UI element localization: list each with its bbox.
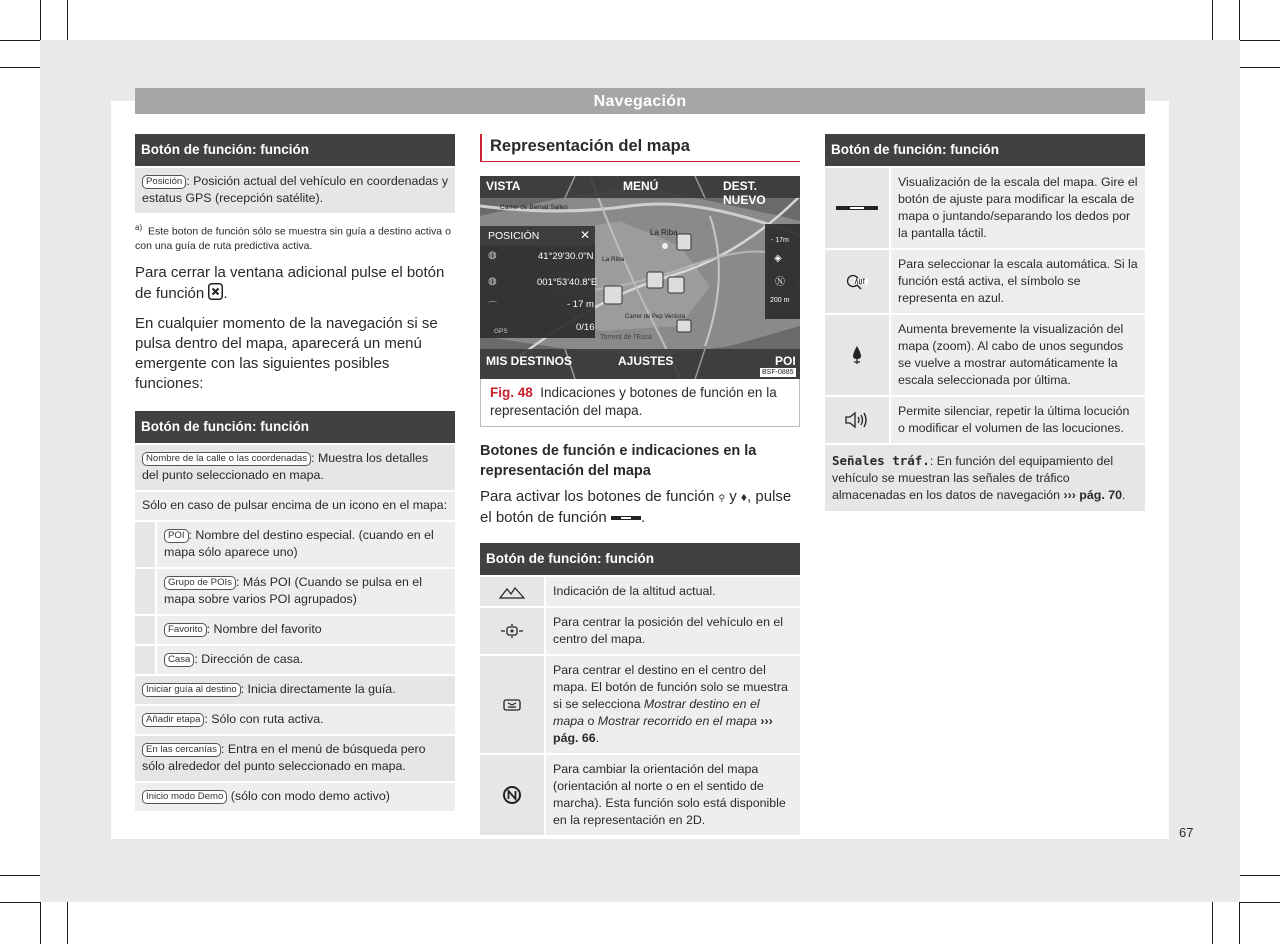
subsection-heading: Botones de función e indicaciones en la representación del mapa: [480, 443, 757, 479]
zoom-in-icon: ♦: [740, 490, 748, 504]
crop-mark: [40, 902, 41, 944]
altitude-icon: ⌒: [488, 301, 498, 311]
function-key: Añadir etapa: [142, 713, 204, 727]
table-row: [825, 313, 1145, 395]
row-text: : Dirección de casa.: [194, 651, 304, 666]
function-key: Nombre de la calle o las coordenadas: [142, 452, 311, 466]
section-title: Representación del mapa: [480, 134, 800, 162]
function-key: POI: [164, 529, 189, 543]
page-number: 67: [1179, 825, 1194, 840]
side-scale: 200 m: [770, 297, 790, 304]
map-street-label: La Riba: [602, 256, 625, 263]
function-key: Casa: [164, 653, 194, 667]
row-text: .: [1122, 488, 1126, 502]
row-text: Visualización de la escala del mapa. Gire el botón de ajuste para modificar la escala de mapa o juntando/separando los dedos por la pantalla táctil.: [889, 168, 1145, 248]
side-altitude: - 17m: [771, 237, 789, 244]
row-text: Aumenta brevemente la visualización del mapa (zoom). Al cabo de unos segundos se vuelve a mostrar automáticamente la escala seleccionada por última.: [889, 315, 1145, 395]
figure-caption: [480, 379, 800, 427]
map-button-settings[interactable]: AJUSTES: [618, 354, 674, 368]
table-row: [135, 781, 455, 811]
row-text: Para cambiar la orientación del mapa (orientación al norte o en el sentido de marcha). Esta función solo está disponible en la representación en 2D.: [544, 755, 800, 835]
emphasis: Mostrar destino en el mapa: [553, 697, 760, 729]
table-row: [480, 606, 800, 654]
row-text: : Sólo con ruta activa.: [204, 711, 324, 726]
row-text: : Muestra los detalles del punto seleccionado en mapa.: [142, 450, 429, 482]
column-right: [825, 134, 1145, 511]
table-row: [135, 567, 455, 614]
compass-north-icon: [480, 755, 544, 835]
latitude-value: 41°29'30.0"N: [538, 251, 594, 262]
map-button-poi[interactable]: POI: [775, 354, 796, 368]
crop-mark: [1240, 902, 1280, 903]
emphasis: Mostrar recorrido en el mapa: [597, 714, 757, 729]
row-text: o: [584, 714, 598, 729]
center-vehicle-icon: [480, 608, 544, 654]
auto-zoom-icon: ⚲: [718, 493, 726, 503]
function-key: En las cercanías: [142, 743, 221, 757]
table-row: [480, 654, 800, 753]
globe-icon: ◍: [488, 276, 497, 287]
compass-north-icon[interactable]: Ⓝ: [775, 277, 785, 288]
paragraph: [480, 487, 800, 528]
page-reference[interactable]: ››› pág. 66: [553, 714, 773, 746]
row-text: Sólo en caso de pulsar encima de un icono en el mapa:: [142, 497, 448, 512]
center-vehicle-icon[interactable]: ◈: [774, 253, 782, 264]
crop-mark: [1240, 67, 1280, 68]
row-text: Indicación de la altitud actual.: [544, 577, 800, 606]
voice-speaker-icon: [825, 397, 889, 443]
map-street-label: Carrer de Bernat Salles: [500, 204, 568, 211]
table-row: [135, 166, 455, 213]
table-row: [135, 704, 455, 734]
function-label: Señales tráf.: [832, 453, 930, 468]
figure-code: BSF-0885: [762, 369, 794, 376]
table-row: [480, 753, 800, 835]
crop-mark: [40, 0, 41, 40]
row-text: Para seleccionar la escala automática. Si la función está activa, el símbolo se representa en azul.: [889, 250, 1145, 313]
auto-zoom-icon: [825, 250, 889, 313]
table-row: [825, 248, 1145, 313]
crop-mark: [0, 40, 40, 41]
figure-number: Fig. 48: [490, 385, 533, 400]
crop-mark: [0, 67, 40, 68]
map-button-my-destinations[interactable]: MIS DESTINOS: [486, 354, 573, 368]
crop-mark: [1212, 902, 1213, 944]
row-text: (sólo con modo demo activo): [227, 788, 390, 803]
column-left: [135, 134, 455, 811]
row-text: : Entra en el menú de búsqueda pero sólo alrededor del punto seleccionado en mapa.: [142, 741, 426, 773]
crop-mark: [1239, 0, 1240, 40]
row-text: Para centrar el destino en el centro del mapa. El botón de función solo se muestra si se selecciona: [553, 663, 788, 712]
map-street-label: Carrer de Pep Ventura: [625, 314, 686, 320]
function-key: Inicio modo Demo: [142, 790, 227, 804]
crop-mark: [0, 902, 40, 903]
crop-mark: [0, 875, 40, 876]
column-middle: [480, 134, 800, 835]
paragraph-text: , pulse el botón de función: [480, 488, 792, 526]
map-screenshot: [480, 176, 800, 379]
caption-text: Indicaciones y botones de función en la representación del mapa.: [490, 385, 777, 418]
position-panel-title: POSICIÓN: [488, 230, 540, 242]
row-text: : Nombre del favorito: [206, 621, 322, 636]
map-street-label: Torrent de l'Esca: [600, 334, 652, 341]
footnote-marker: a): [135, 223, 143, 232]
crop-mark: [1212, 0, 1213, 40]
paragraph: En cualquier momento de la navegación si se pulsa dentro del mapa, aparecerá un menú emergente con las siguientes posibles funciones:: [135, 314, 438, 392]
table-row: [825, 166, 1145, 248]
table-header: Botón de función: función: [480, 543, 800, 575]
gps-label: GPS: [494, 328, 508, 335]
crop-mark: [67, 902, 68, 944]
crop-mark: [1239, 902, 1240, 944]
gps-satellites-value: 0/16: [576, 322, 595, 333]
function-key: Posición: [142, 175, 186, 189]
table-row: [135, 490, 455, 520]
paragraph-text: .: [640, 509, 646, 526]
footnote-text: Este boton de función sólo se muestra sin guía a destino activa o con una guía de ruta predictiva activa.: [135, 225, 451, 252]
row-text: Permite silenciar, repetir la última locución o modificar el volumen de las locuciones.: [889, 397, 1145, 443]
crop-mark: [1240, 40, 1280, 41]
map-button-new-destination[interactable]: DEST. NUEVO: [723, 179, 766, 207]
map-button-vista[interactable]: VISTA: [486, 179, 521, 193]
note-row: [825, 443, 1145, 511]
longitude-value: 001°53'40.8"E: [537, 277, 598, 288]
crop-mark: [67, 0, 68, 40]
function-key: Iniciar guía al destino: [142, 683, 241, 697]
table-row: [135, 443, 455, 490]
row-text: .: [595, 731, 600, 746]
function-key: Grupo de POIs: [164, 576, 236, 590]
paragraph-text: Para activar los botones de función: [480, 488, 715, 505]
paragraph: [135, 263, 455, 306]
altitude-value: - 17 m: [567, 299, 594, 310]
crop-mark: [1240, 875, 1280, 876]
table-row: [825, 395, 1145, 443]
row-text: : Inicia directamente la guía.: [240, 681, 396, 696]
center-destination-icon: [480, 656, 544, 753]
function-key: Favorito: [164, 623, 207, 637]
section-header: Navegación: [135, 88, 1145, 114]
scale-bar-icon: [825, 168, 889, 248]
close-icon[interactable]: ✕: [580, 228, 591, 242]
row-text: [544, 656, 800, 753]
globe-icon: ◍: [488, 250, 497, 261]
row-text: Para centrar la posición del vehículo en el centro del mapa.: [544, 608, 800, 654]
zoom-in-icon: [825, 315, 889, 395]
close-icon: [208, 283, 223, 306]
table-row: [480, 575, 800, 606]
table-row: [135, 674, 455, 704]
row-text: : En función del equipamiento del vehículo se muestran las señales de tráfico almacenadas en los datos de navegación: [832, 454, 1114, 502]
paragraph-text: y: [729, 488, 737, 505]
altitude-icon: [480, 577, 544, 606]
table-header: Botón de función: función: [135, 134, 455, 166]
table-row: [135, 520, 455, 567]
page-reference[interactable]: ››› pág. 70: [1063, 488, 1122, 502]
map-button-menu[interactable]: MENÚ: [623, 179, 659, 193]
table-row: [135, 614, 455, 644]
map-street-label: La Riba: [650, 228, 678, 237]
table-header: Botón de función: función: [135, 411, 455, 443]
row-text: : Nombre del destino especial. (cuando en el mapa sólo aparece uno): [164, 527, 434, 559]
paragraph-text: .: [223, 284, 228, 302]
scale-bar-icon: [611, 508, 641, 528]
row-text: : Más POI (Cuando se pulsa en el mapa sobre varios POI agrupados): [164, 574, 422, 606]
footnote: [135, 221, 455, 253]
paragraph-text: Para cerrar la ventana adicional pulse el botón de función: [135, 263, 445, 302]
row-text: : Posición actual del vehículo en coordenadas y estatus GPS (recepción satélite).: [142, 174, 449, 205]
table-row: [135, 734, 455, 781]
table-header: Botón de función: función: [825, 134, 1145, 166]
table-row: [135, 644, 455, 674]
